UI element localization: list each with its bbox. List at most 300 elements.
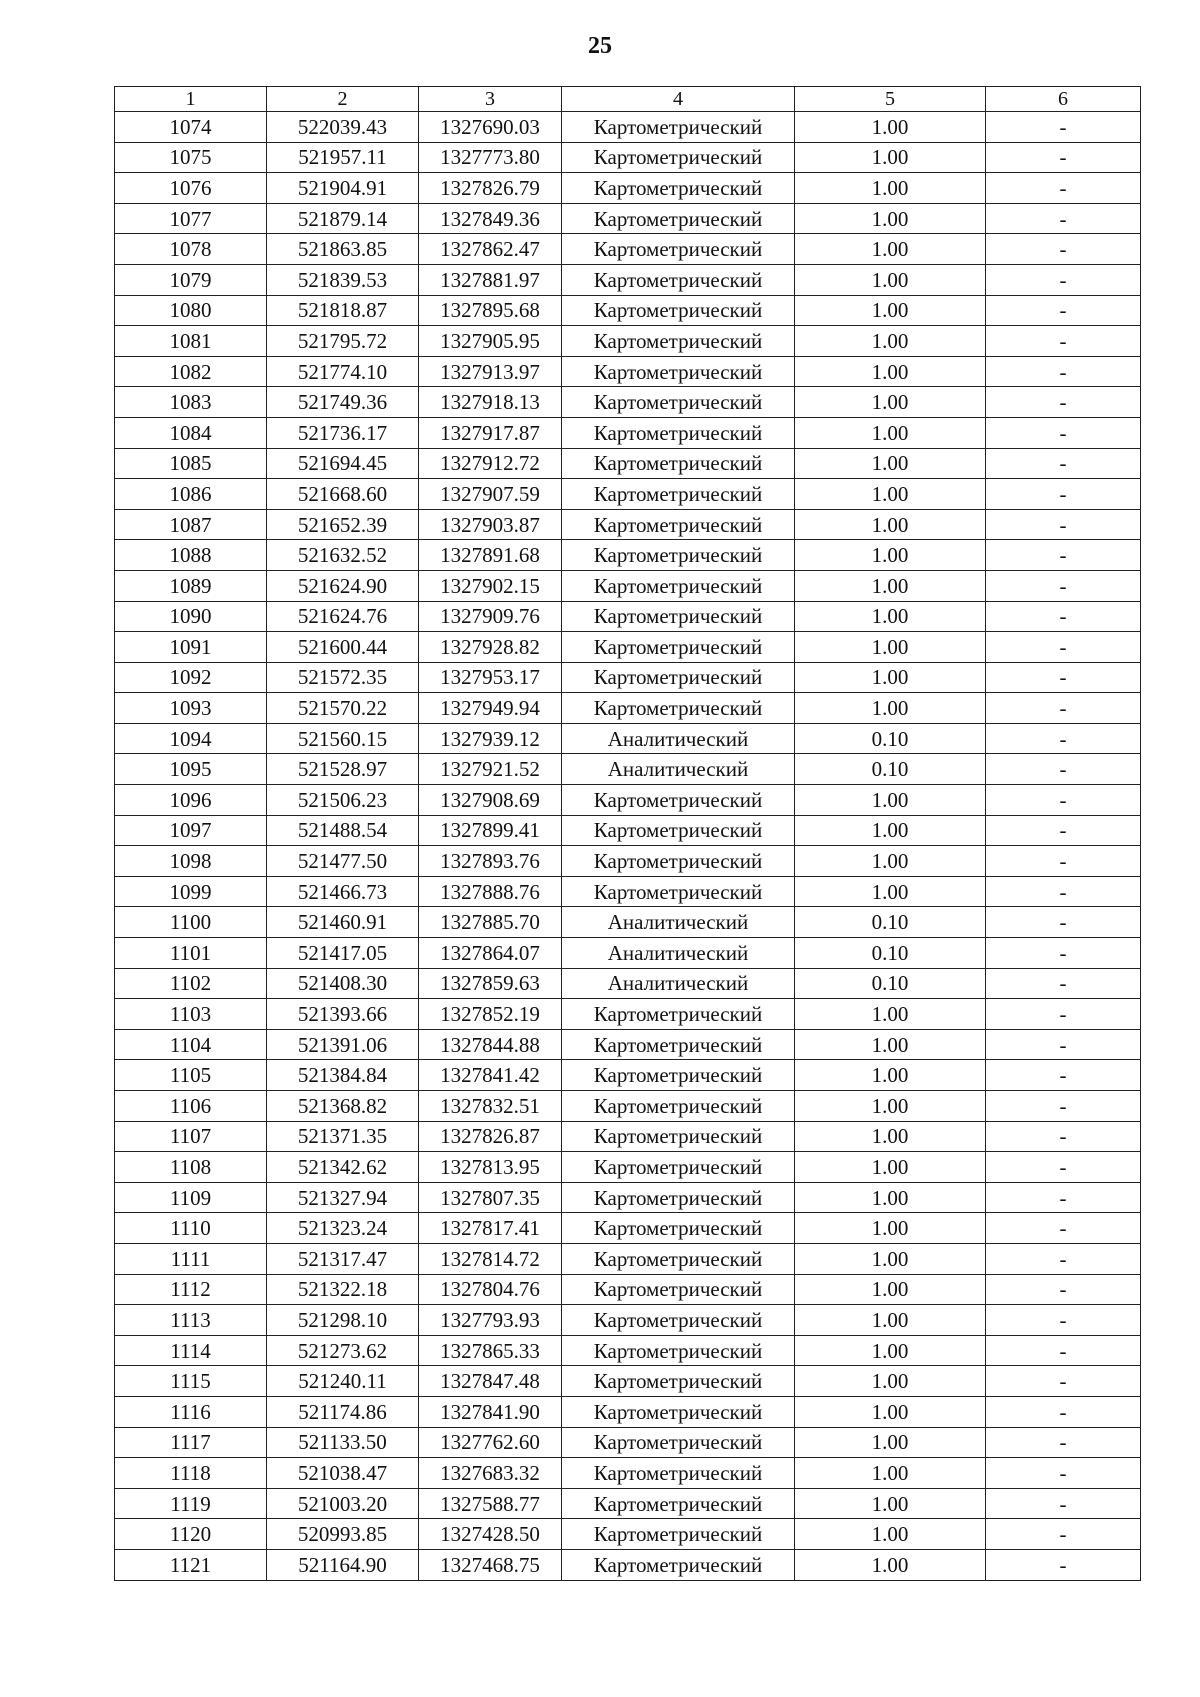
y-coordinate-cell: 1327817.41 bbox=[419, 1213, 562, 1244]
accuracy-cell: 1.00 bbox=[795, 1305, 986, 1336]
accuracy-cell: 1.00 bbox=[795, 1549, 986, 1580]
y-coordinate-cell: 1327921.52 bbox=[419, 754, 562, 785]
method-cell: Картометрический bbox=[562, 876, 795, 907]
accuracy-cell: 1.00 bbox=[795, 1152, 986, 1183]
y-coordinate-cell: 1327428.50 bbox=[419, 1519, 562, 1550]
table-row bbox=[115, 173, 1141, 204]
table-row bbox=[115, 1396, 1141, 1427]
table-row bbox=[115, 1182, 1141, 1213]
accuracy-cell: 1.00 bbox=[795, 1182, 986, 1213]
point-number-cell: 1112 bbox=[115, 1274, 267, 1305]
y-coordinate-cell: 1327468.75 bbox=[419, 1549, 562, 1580]
column-header: 5 bbox=[795, 87, 986, 112]
method-cell: Картометрический bbox=[562, 509, 795, 540]
point-number-cell: 1097 bbox=[115, 815, 267, 846]
x-coordinate-cell: 521273.62 bbox=[267, 1335, 419, 1366]
accuracy-cell: 1.00 bbox=[795, 1060, 986, 1091]
x-coordinate-cell: 521600.44 bbox=[267, 632, 419, 663]
point-number-cell: 1103 bbox=[115, 999, 267, 1030]
note-cell: - bbox=[986, 356, 1141, 387]
accuracy-cell: 1.00 bbox=[795, 1029, 986, 1060]
point-number-cell: 1081 bbox=[115, 326, 267, 357]
point-number-cell: 1083 bbox=[115, 387, 267, 418]
table-row bbox=[115, 632, 1141, 663]
method-cell: Картометрический bbox=[562, 264, 795, 295]
table-row bbox=[115, 234, 1141, 265]
table-row bbox=[115, 938, 1141, 969]
table-row bbox=[115, 1060, 1141, 1091]
y-coordinate-cell: 1327690.03 bbox=[419, 112, 562, 143]
column-header: 1 bbox=[115, 87, 267, 112]
point-number-cell: 1077 bbox=[115, 203, 267, 234]
point-number-cell: 1099 bbox=[115, 876, 267, 907]
accuracy-cell: 1.00 bbox=[795, 540, 986, 571]
y-coordinate-cell: 1327849.36 bbox=[419, 203, 562, 234]
y-coordinate-cell: 1327826.79 bbox=[419, 173, 562, 204]
note-cell: - bbox=[986, 1335, 1141, 1366]
x-coordinate-cell: 521298.10 bbox=[267, 1305, 419, 1336]
method-cell: Картометрический bbox=[562, 142, 795, 173]
x-coordinate-cell: 521371.35 bbox=[267, 1121, 419, 1152]
method-cell: Картометрический bbox=[562, 1396, 795, 1427]
table-row bbox=[115, 1335, 1141, 1366]
accuracy-cell: 1.00 bbox=[795, 448, 986, 479]
point-number-cell: 1085 bbox=[115, 448, 267, 479]
note-cell: - bbox=[986, 1366, 1141, 1397]
note-cell: - bbox=[986, 1121, 1141, 1152]
accuracy-cell: 1.00 bbox=[795, 1427, 986, 1458]
y-coordinate-cell: 1327928.82 bbox=[419, 632, 562, 663]
x-coordinate-cell: 521506.23 bbox=[267, 785, 419, 816]
point-number-cell: 1098 bbox=[115, 846, 267, 877]
x-coordinate-cell: 521488.54 bbox=[267, 815, 419, 846]
method-cell: Картометрический bbox=[562, 234, 795, 265]
x-coordinate-cell: 521393.66 bbox=[267, 999, 419, 1030]
y-coordinate-cell: 1327859.63 bbox=[419, 968, 562, 999]
y-coordinate-cell: 1327903.87 bbox=[419, 509, 562, 540]
x-coordinate-cell: 521038.47 bbox=[267, 1458, 419, 1489]
point-number-cell: 1074 bbox=[115, 112, 267, 143]
accuracy-cell: 1.00 bbox=[795, 264, 986, 295]
y-coordinate-cell: 1327814.72 bbox=[419, 1243, 562, 1274]
y-coordinate-cell: 1327888.76 bbox=[419, 876, 562, 907]
point-number-cell: 1113 bbox=[115, 1305, 267, 1336]
method-cell: Картометрический bbox=[562, 815, 795, 846]
note-cell: - bbox=[986, 601, 1141, 632]
point-number-cell: 1088 bbox=[115, 540, 267, 571]
point-number-cell: 1110 bbox=[115, 1213, 267, 1244]
method-cell: Картометрический bbox=[562, 387, 795, 418]
accuracy-cell: 1.00 bbox=[795, 112, 986, 143]
table-row bbox=[115, 326, 1141, 357]
accuracy-cell: 1.00 bbox=[795, 417, 986, 448]
table-row bbox=[115, 509, 1141, 540]
table-row bbox=[115, 693, 1141, 724]
table-row bbox=[115, 999, 1141, 1030]
method-cell: Картометрический bbox=[562, 1091, 795, 1122]
note-cell: - bbox=[986, 417, 1141, 448]
x-coordinate-cell: 521570.22 bbox=[267, 693, 419, 724]
table-row bbox=[115, 601, 1141, 632]
x-coordinate-cell: 521904.91 bbox=[267, 173, 419, 204]
note-cell: - bbox=[986, 693, 1141, 724]
x-coordinate-cell: 521342.62 bbox=[267, 1152, 419, 1183]
y-coordinate-cell: 1327902.15 bbox=[419, 570, 562, 601]
method-cell: Аналитический bbox=[562, 907, 795, 938]
column-header: 2 bbox=[267, 87, 419, 112]
x-coordinate-cell: 521624.90 bbox=[267, 570, 419, 601]
table-row bbox=[115, 1427, 1141, 1458]
y-coordinate-cell: 1327762.60 bbox=[419, 1427, 562, 1458]
y-coordinate-cell: 1327813.95 bbox=[419, 1152, 562, 1183]
table-row bbox=[115, 540, 1141, 571]
x-coordinate-cell: 522039.43 bbox=[267, 112, 419, 143]
table-row bbox=[115, 1305, 1141, 1336]
table-row bbox=[115, 815, 1141, 846]
table-row bbox=[115, 846, 1141, 877]
x-coordinate-cell: 521477.50 bbox=[267, 846, 419, 877]
accuracy-cell: 1.00 bbox=[795, 1519, 986, 1550]
note-cell: - bbox=[986, 1488, 1141, 1519]
accuracy-cell: 0.10 bbox=[795, 754, 986, 785]
accuracy-cell: 0.10 bbox=[795, 723, 986, 754]
x-coordinate-cell: 521368.82 bbox=[267, 1091, 419, 1122]
y-coordinate-cell: 1327852.19 bbox=[419, 999, 562, 1030]
table-row bbox=[115, 968, 1141, 999]
y-coordinate-cell: 1327864.07 bbox=[419, 938, 562, 969]
accuracy-cell: 1.00 bbox=[795, 203, 986, 234]
x-coordinate-cell: 521572.35 bbox=[267, 662, 419, 693]
point-number-cell: 1101 bbox=[115, 938, 267, 969]
method-cell: Картометрический bbox=[562, 203, 795, 234]
note-cell: - bbox=[986, 785, 1141, 816]
y-coordinate-cell: 1327793.93 bbox=[419, 1305, 562, 1336]
accuracy-cell: 1.00 bbox=[795, 693, 986, 724]
y-coordinate-cell: 1327893.76 bbox=[419, 846, 562, 877]
method-cell: Картометрический bbox=[562, 785, 795, 816]
accuracy-cell: 1.00 bbox=[795, 142, 986, 173]
table-row bbox=[115, 264, 1141, 295]
method-cell: Картометрический bbox=[562, 570, 795, 601]
x-coordinate-cell: 521174.86 bbox=[267, 1396, 419, 1427]
y-coordinate-cell: 1327917.87 bbox=[419, 417, 562, 448]
table-row bbox=[115, 1243, 1141, 1274]
method-cell: Картометрический bbox=[562, 356, 795, 387]
method-cell: Картометрический bbox=[562, 1243, 795, 1274]
y-coordinate-cell: 1327847.48 bbox=[419, 1366, 562, 1397]
point-number-cell: 1105 bbox=[115, 1060, 267, 1091]
table-row bbox=[115, 1091, 1141, 1122]
note-cell: - bbox=[986, 540, 1141, 571]
y-coordinate-cell: 1327832.51 bbox=[419, 1091, 562, 1122]
note-cell: - bbox=[986, 632, 1141, 663]
table-row bbox=[115, 1366, 1141, 1397]
accuracy-cell: 1.00 bbox=[795, 1274, 986, 1305]
point-number-cell: 1106 bbox=[115, 1091, 267, 1122]
accuracy-cell: 1.00 bbox=[795, 295, 986, 326]
accuracy-cell: 1.00 bbox=[795, 1396, 986, 1427]
x-coordinate-cell: 521774.10 bbox=[267, 356, 419, 387]
method-cell: Картометрический bbox=[562, 1305, 795, 1336]
x-coordinate-cell: 521818.87 bbox=[267, 295, 419, 326]
table-row bbox=[115, 356, 1141, 387]
method-cell: Картометрический bbox=[562, 1427, 795, 1458]
method-cell: Картометрический bbox=[562, 448, 795, 479]
point-number-cell: 1100 bbox=[115, 907, 267, 938]
x-coordinate-cell: 521240.11 bbox=[267, 1366, 419, 1397]
note-cell: - bbox=[986, 570, 1141, 601]
accuracy-cell: 1.00 bbox=[795, 1366, 986, 1397]
accuracy-cell: 1.00 bbox=[795, 1458, 986, 1489]
method-cell: Картометрический bbox=[562, 326, 795, 357]
page-number: 25 bbox=[588, 33, 612, 59]
table-row bbox=[115, 785, 1141, 816]
accuracy-cell: 1.00 bbox=[795, 1213, 986, 1244]
x-coordinate-cell: 521795.72 bbox=[267, 326, 419, 357]
method-cell: Картометрический bbox=[562, 1549, 795, 1580]
table-row bbox=[115, 1152, 1141, 1183]
note-cell: - bbox=[986, 662, 1141, 693]
table-row bbox=[115, 876, 1141, 907]
table-row bbox=[115, 417, 1141, 448]
table-row bbox=[115, 387, 1141, 418]
accuracy-cell: 1.00 bbox=[795, 1335, 986, 1366]
x-coordinate-cell: 521632.52 bbox=[267, 540, 419, 571]
x-coordinate-cell: 521164.90 bbox=[267, 1549, 419, 1580]
point-number-cell: 1076 bbox=[115, 173, 267, 204]
note-cell: - bbox=[986, 1396, 1141, 1427]
table-row bbox=[115, 112, 1141, 143]
y-coordinate-cell: 1327907.59 bbox=[419, 479, 562, 510]
x-coordinate-cell: 521749.36 bbox=[267, 387, 419, 418]
y-coordinate-cell: 1327899.41 bbox=[419, 815, 562, 846]
table-row bbox=[115, 754, 1141, 785]
y-coordinate-cell: 1327909.76 bbox=[419, 601, 562, 632]
note-cell: - bbox=[986, 1519, 1141, 1550]
note-cell: - bbox=[986, 142, 1141, 173]
accuracy-cell: 1.00 bbox=[795, 509, 986, 540]
note-cell: - bbox=[986, 815, 1141, 846]
note-cell: - bbox=[986, 846, 1141, 877]
point-number-cell: 1107 bbox=[115, 1121, 267, 1152]
note-cell: - bbox=[986, 1213, 1141, 1244]
x-coordinate-cell: 520993.85 bbox=[267, 1519, 419, 1550]
y-coordinate-cell: 1327862.47 bbox=[419, 234, 562, 265]
x-coordinate-cell: 521879.14 bbox=[267, 203, 419, 234]
x-coordinate-cell: 521327.94 bbox=[267, 1182, 419, 1213]
x-coordinate-cell: 521560.15 bbox=[267, 723, 419, 754]
point-number-cell: 1116 bbox=[115, 1396, 267, 1427]
point-number-cell: 1089 bbox=[115, 570, 267, 601]
table-row bbox=[115, 1121, 1141, 1152]
accuracy-cell: 1.00 bbox=[795, 479, 986, 510]
note-cell: - bbox=[986, 1152, 1141, 1183]
x-coordinate-cell: 521624.76 bbox=[267, 601, 419, 632]
x-coordinate-cell: 521839.53 bbox=[267, 264, 419, 295]
table-row bbox=[115, 907, 1141, 938]
note-cell: - bbox=[986, 112, 1141, 143]
note-cell: - bbox=[986, 387, 1141, 418]
method-cell: Картометрический bbox=[562, 999, 795, 1030]
column-header: 4 bbox=[562, 87, 795, 112]
method-cell: Картометрический bbox=[562, 1121, 795, 1152]
table-row bbox=[115, 1213, 1141, 1244]
method-cell: Картометрический bbox=[562, 1274, 795, 1305]
note-cell: - bbox=[986, 1458, 1141, 1489]
point-number-cell: 1108 bbox=[115, 1152, 267, 1183]
point-number-cell: 1087 bbox=[115, 509, 267, 540]
accuracy-cell: 1.00 bbox=[795, 570, 986, 601]
x-coordinate-cell: 521133.50 bbox=[267, 1427, 419, 1458]
y-coordinate-cell: 1327895.68 bbox=[419, 295, 562, 326]
accuracy-cell: 1.00 bbox=[795, 846, 986, 877]
method-cell: Картометрический bbox=[562, 693, 795, 724]
table-row bbox=[115, 570, 1141, 601]
accuracy-cell: 1.00 bbox=[795, 662, 986, 693]
point-number-cell: 1078 bbox=[115, 234, 267, 265]
x-coordinate-cell: 521384.84 bbox=[267, 1060, 419, 1091]
method-cell: Картометрический bbox=[562, 479, 795, 510]
y-coordinate-cell: 1327918.13 bbox=[419, 387, 562, 418]
point-number-cell: 1121 bbox=[115, 1549, 267, 1580]
note-cell: - bbox=[986, 1305, 1141, 1336]
accuracy-cell: 0.10 bbox=[795, 968, 986, 999]
method-cell: Картометрический bbox=[562, 1458, 795, 1489]
point-number-cell: 1092 bbox=[115, 662, 267, 693]
y-coordinate-cell: 1327841.42 bbox=[419, 1060, 562, 1091]
table-row bbox=[115, 479, 1141, 510]
note-cell: - bbox=[986, 1243, 1141, 1274]
table-row bbox=[115, 723, 1141, 754]
accuracy-cell: 1.00 bbox=[795, 785, 986, 816]
method-cell: Картометрический bbox=[562, 112, 795, 143]
table-row bbox=[115, 295, 1141, 326]
table-header-row bbox=[115, 87, 1141, 112]
point-number-cell: 1094 bbox=[115, 723, 267, 754]
accuracy-cell: 1.00 bbox=[795, 234, 986, 265]
x-coordinate-cell: 521863.85 bbox=[267, 234, 419, 265]
method-cell: Аналитический bbox=[562, 938, 795, 969]
accuracy-cell: 0.10 bbox=[795, 938, 986, 969]
accuracy-cell: 1.00 bbox=[795, 601, 986, 632]
note-cell: - bbox=[986, 999, 1141, 1030]
note-cell: - bbox=[986, 1091, 1141, 1122]
x-coordinate-cell: 521322.18 bbox=[267, 1274, 419, 1305]
point-number-cell: 1084 bbox=[115, 417, 267, 448]
table-row bbox=[115, 142, 1141, 173]
point-number-cell: 1095 bbox=[115, 754, 267, 785]
method-cell: Картометрический bbox=[562, 1366, 795, 1397]
note-cell: - bbox=[986, 1549, 1141, 1580]
x-coordinate-cell: 521003.20 bbox=[267, 1488, 419, 1519]
note-cell: - bbox=[986, 234, 1141, 265]
point-number-cell: 1082 bbox=[115, 356, 267, 387]
note-cell: - bbox=[986, 264, 1141, 295]
point-number-cell: 1080 bbox=[115, 295, 267, 326]
x-coordinate-cell: 521408.30 bbox=[267, 968, 419, 999]
table-row bbox=[115, 1274, 1141, 1305]
table-row bbox=[115, 1488, 1141, 1519]
accuracy-cell: 1.00 bbox=[795, 1488, 986, 1519]
y-coordinate-cell: 1327881.97 bbox=[419, 264, 562, 295]
method-cell: Картометрический bbox=[562, 1335, 795, 1366]
note-cell: - bbox=[986, 1182, 1141, 1213]
accuracy-cell: 1.00 bbox=[795, 356, 986, 387]
y-coordinate-cell: 1327913.97 bbox=[419, 356, 562, 387]
table-row bbox=[115, 448, 1141, 479]
note-cell: - bbox=[986, 1029, 1141, 1060]
point-number-cell: 1102 bbox=[115, 968, 267, 999]
point-number-cell: 1111 bbox=[115, 1243, 267, 1274]
accuracy-cell: 1.00 bbox=[795, 999, 986, 1030]
method-cell: Аналитический bbox=[562, 754, 795, 785]
method-cell: Картометрический bbox=[562, 295, 795, 326]
method-cell: Картометрический bbox=[562, 1152, 795, 1183]
note-cell: - bbox=[986, 326, 1141, 357]
note-cell: - bbox=[986, 1060, 1141, 1091]
method-cell: Картометрический bbox=[562, 417, 795, 448]
note-cell: - bbox=[986, 295, 1141, 326]
y-coordinate-cell: 1327891.68 bbox=[419, 540, 562, 571]
point-number-cell: 1118 bbox=[115, 1458, 267, 1489]
y-coordinate-cell: 1327939.12 bbox=[419, 723, 562, 754]
x-coordinate-cell: 521694.45 bbox=[267, 448, 419, 479]
y-coordinate-cell: 1327844.88 bbox=[419, 1029, 562, 1060]
point-number-cell: 1075 bbox=[115, 142, 267, 173]
method-cell: Аналитический bbox=[562, 723, 795, 754]
x-coordinate-cell: 521528.97 bbox=[267, 754, 419, 785]
note-cell: - bbox=[986, 173, 1141, 204]
table-row bbox=[115, 1549, 1141, 1580]
x-coordinate-cell: 521391.06 bbox=[267, 1029, 419, 1060]
y-coordinate-cell: 1327804.76 bbox=[419, 1274, 562, 1305]
point-number-cell: 1091 bbox=[115, 632, 267, 663]
method-cell: Картометрический bbox=[562, 540, 795, 571]
method-cell: Картометрический bbox=[562, 1488, 795, 1519]
x-coordinate-cell: 521957.11 bbox=[267, 142, 419, 173]
x-coordinate-cell: 521668.60 bbox=[267, 479, 419, 510]
point-number-cell: 1086 bbox=[115, 479, 267, 510]
x-coordinate-cell: 521323.24 bbox=[267, 1213, 419, 1244]
point-number-cell: 1079 bbox=[115, 264, 267, 295]
method-cell: Картометрический bbox=[562, 1519, 795, 1550]
note-cell: - bbox=[986, 968, 1141, 999]
y-coordinate-cell: 1327949.94 bbox=[419, 693, 562, 724]
accuracy-cell: 1.00 bbox=[795, 387, 986, 418]
point-number-cell: 1090 bbox=[115, 601, 267, 632]
y-coordinate-cell: 1327905.95 bbox=[419, 326, 562, 357]
note-cell: - bbox=[986, 479, 1141, 510]
note-cell: - bbox=[986, 876, 1141, 907]
method-cell: Картометрический bbox=[562, 1213, 795, 1244]
note-cell: - bbox=[986, 723, 1141, 754]
x-coordinate-cell: 521417.05 bbox=[267, 938, 419, 969]
point-number-cell: 1114 bbox=[115, 1335, 267, 1366]
y-coordinate-cell: 1327683.32 bbox=[419, 1458, 562, 1489]
note-cell: - bbox=[986, 938, 1141, 969]
method-cell: Картометрический bbox=[562, 1182, 795, 1213]
x-coordinate-cell: 521460.91 bbox=[267, 907, 419, 938]
point-number-cell: 1109 bbox=[115, 1182, 267, 1213]
y-coordinate-cell: 1327885.70 bbox=[419, 907, 562, 938]
table-body bbox=[115, 112, 1141, 1581]
accuracy-cell: 1.00 bbox=[795, 1121, 986, 1152]
accuracy-cell: 1.00 bbox=[795, 815, 986, 846]
y-coordinate-cell: 1327908.69 bbox=[419, 785, 562, 816]
point-number-cell: 1096 bbox=[115, 785, 267, 816]
point-number-cell: 1104 bbox=[115, 1029, 267, 1060]
method-cell: Картометрический bbox=[562, 1029, 795, 1060]
